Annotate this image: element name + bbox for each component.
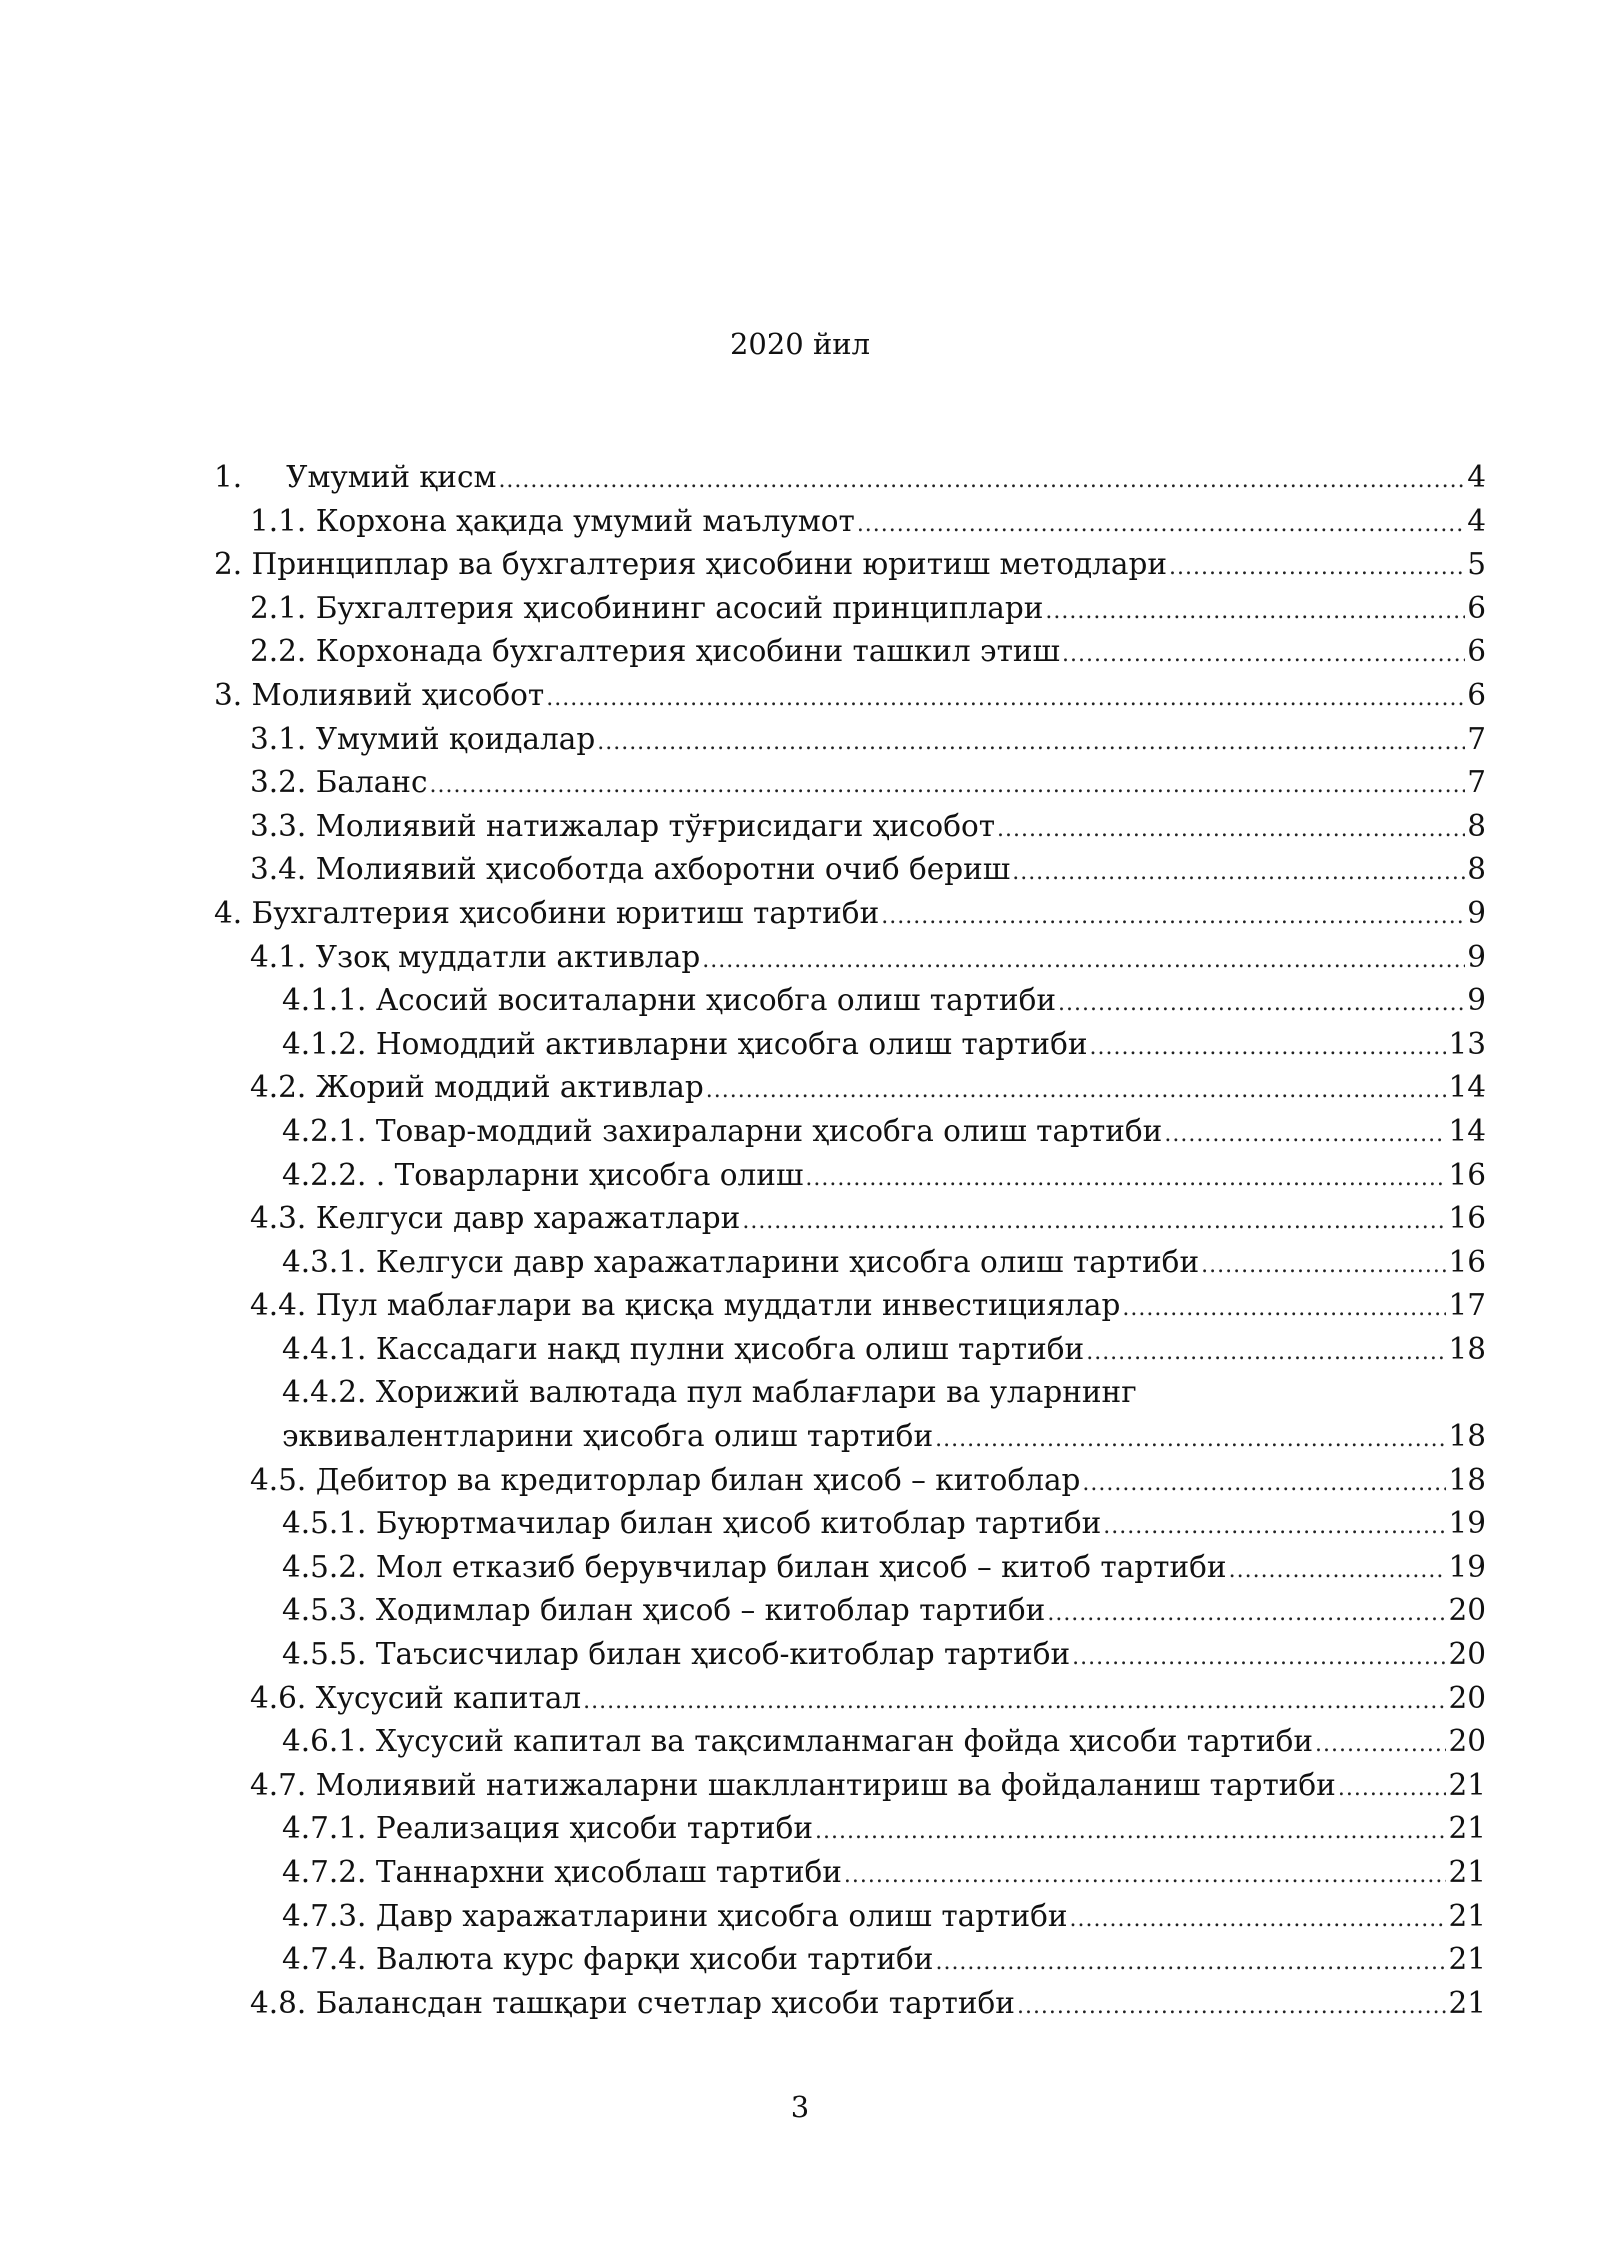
toc-entry-title [250, 848, 1010, 892]
toc-leader-dots [1072, 1636, 1446, 1680]
toc-entry[interactable] [214, 1764, 1486, 1808]
toc-entry[interactable] [214, 630, 1486, 674]
toc-leader-dots [997, 808, 1465, 852]
toc-leader-dots [1169, 546, 1465, 590]
toc-entry-number: 4.4.2. [282, 1375, 367, 1410]
toc-entry-number: 4. [214, 895, 243, 930]
toc-entry-page: 21 [1448, 1942, 1486, 1977]
toc-entry[interactable] [214, 805, 1486, 849]
toc-leader-dots [498, 459, 1465, 503]
toc-entry-number: 4.7.3. [282, 1898, 367, 1933]
toc-entry-number: 3.4. [250, 852, 307, 887]
toc-entry-number: 4.4.1. [282, 1331, 367, 1366]
toc-entry-page: 6 [1467, 677, 1486, 712]
toc-entry-text: эквивалентларини ҳисобга олиш тартиби [282, 1419, 934, 1454]
toc-entry-number: 4.7.2. [282, 1855, 367, 1889]
toc-leader-dots [1082, 1462, 1446, 1506]
toc-entry-number: 4.5.2. [282, 1549, 367, 1584]
toc-entry[interactable] [214, 1633, 1486, 1677]
toc-entry-text: Молиявий ҳисоботда ахборотни очиб бериш [315, 852, 1011, 887]
toc-entry-page: 21 [1448, 1855, 1486, 1889]
toc-entry[interactable] [214, 1502, 1486, 1546]
toc-leader-dots [1338, 1767, 1447, 1811]
toc-entry-page: 18 [1448, 1419, 1486, 1454]
toc-entry[interactable] [214, 674, 1486, 718]
toc-entry-text: Жорий моддий активлар [315, 1070, 704, 1105]
toc-entry-page: 4 [1467, 503, 1486, 538]
toc-entry-text: Асосий воситаларни ҳисобга олиш тартиби [375, 983, 1056, 1018]
toc-entry-text: Буюртмачилар билан ҳисоб китоблар тартиби [375, 1506, 1102, 1541]
toc-leader-dots [1103, 1505, 1446, 1549]
toc-leader-dots [1164, 1113, 1446, 1157]
toc-entry-title [282, 1110, 1162, 1154]
toc-leader-dots [546, 677, 1465, 721]
toc-entry-title [250, 500, 855, 544]
toc-entry-title [282, 1241, 1199, 1285]
toc-entry-title [282, 1023, 1088, 1067]
toc-entry-number: 4.2.2. [282, 1157, 367, 1192]
toc-entry-page: 9 [1467, 939, 1486, 974]
toc-entry-page: 20 [1448, 1680, 1486, 1715]
toc-leader-dots [1047, 1592, 1446, 1636]
toc-entry-title [250, 936, 700, 980]
toc-entry-page: 8 [1467, 808, 1486, 843]
toc-entry[interactable] [214, 1895, 1486, 1939]
toc-entry-title [282, 1546, 1227, 1590]
toc-entry-page: 18 [1448, 1331, 1486, 1366]
toc-entry-title [250, 1982, 1015, 2026]
toc-entry-text: Кассадаги нақд пулни ҳисобга олиш тартиби [375, 1331, 1085, 1366]
toc-entry-title [250, 630, 1060, 674]
toc-entry-title [214, 674, 544, 718]
toc-entry-title [214, 543, 1167, 587]
toc-entry-page: 21 [1448, 1898, 1486, 1933]
toc-entry-page: 19 [1448, 1506, 1486, 1541]
toc-leader-dots [935, 1418, 1446, 1462]
toc-entry-title [282, 1807, 813, 1851]
toc-entry-text: Бухгалтерия ҳисобининг асосий принциплари [315, 590, 1044, 625]
toc-entry[interactable] [214, 761, 1486, 805]
toc-entry-text: Келгуси давр харажатларини ҳисобга олиш тартиби [375, 1244, 1200, 1279]
toc-entry[interactable] [214, 500, 1486, 544]
toc-entry-title [250, 1459, 1080, 1503]
toc-entry[interactable] [214, 1720, 1486, 1764]
toc-entry-number: 4.7. [250, 1767, 307, 1802]
toc-leader-dots [1062, 633, 1465, 677]
toc-entry-number: 4.4. [250, 1288, 307, 1323]
toc-entry-page: 14 [1448, 1113, 1486, 1148]
toc-entry-number: 4.8. [250, 1985, 307, 2020]
toc-entry-title [250, 1284, 1120, 1328]
toc-entry-title [282, 979, 1056, 1023]
toc-entry-title [250, 587, 1043, 631]
toc-entry[interactable] [214, 1459, 1486, 1503]
toc-entry-title [250, 761, 427, 805]
toc-entry-text: Узоқ муддатли активлар [315, 939, 701, 974]
toc-entry-number: 3.3. [250, 808, 307, 843]
toc-entry-text: Таъсисчилар билан ҳисоб-китоблар тартиби [375, 1637, 1071, 1672]
toc-entry-number: 4.3.1. [282, 1244, 367, 1279]
toc-leader-dots [1122, 1287, 1446, 1331]
toc-entry[interactable] [214, 1241, 1486, 1285]
toc-entry-title [282, 1154, 803, 1198]
toc-entry[interactable] [214, 892, 1486, 936]
toc-entry-page: 6 [1467, 590, 1486, 625]
toc-entry-number: 4.2.1. [282, 1113, 367, 1148]
toc-entry[interactable] [214, 1938, 1486, 1982]
toc-entry-page: 4 [1467, 460, 1486, 494]
toc-entry-number: 4.7.4. [282, 1942, 367, 1977]
toc-entry-title [282, 1502, 1101, 1546]
toc-entry-text: Хусусий капитал ва тақсимланмаган фойда ҳисоби тартиби [375, 1724, 1313, 1759]
toc-entry-text: Реализация ҳисоби тартиби [375, 1811, 814, 1846]
toc-entry[interactable] [214, 1023, 1486, 1067]
toc-leader-dots [1070, 1898, 1447, 1942]
toc-leader-dots [1012, 851, 1465, 895]
toc-entry-text: Баланс [315, 765, 428, 800]
toc-entry-title [282, 1371, 1137, 1415]
toc-entry-page: 16 [1448, 1157, 1486, 1192]
toc-entry-page: 20 [1448, 1593, 1486, 1628]
toc-entry-title [282, 1589, 1045, 1633]
toc-leader-dots [742, 1200, 1446, 1244]
toc-entry-page: 5 [1467, 547, 1486, 582]
toc-entry-number: 1.1. [250, 503, 307, 538]
toc-entry-text: Молиявий натижалар тўғрисидаги ҳисобот [315, 808, 996, 843]
toc-entry-number: 1. [214, 460, 243, 494]
toc-entry-number: 4.1.1. [282, 983, 367, 1018]
toc-entry-number: 4.7.1. [282, 1811, 367, 1846]
toc-entry[interactable] [214, 587, 1486, 631]
toc-entry-title [250, 1066, 704, 1110]
toc-entry-text: Давр харажатларини ҳисобга олиш тартиби [375, 1898, 1068, 1933]
page-number: 3 [790, 2090, 810, 2124]
toc-entry-number: 3. [214, 677, 243, 712]
toc-entry-title [282, 1895, 1068, 1939]
toc-entry-page: 14 [1448, 1070, 1486, 1105]
toc-entry-page: 9 [1467, 895, 1486, 930]
toc-entry-text: Хусусий капитал [315, 1680, 582, 1715]
toc-entry-page: 21 [1448, 1811, 1486, 1846]
toc-entry-number: 4.6. [250, 1680, 307, 1715]
toc-entry-text: Молиявий натижаларни шакллантириш ва фойдаланиш тартиби [315, 1767, 1336, 1802]
toc-leader-dots [1229, 1549, 1447, 1593]
toc-entry-page: 20 [1448, 1724, 1486, 1759]
toc-entry-number: 2.2. [250, 634, 307, 669]
toc-entry-page: 21 [1448, 1767, 1486, 1802]
toc-entry-number: 4.6.1. [282, 1724, 367, 1759]
toc-entry-text: Умумий қоидалар [315, 721, 596, 756]
toc-entry[interactable] [214, 718, 1486, 762]
toc-entry[interactable] [214, 1982, 1486, 2026]
toc-entry-page: 16 [1448, 1201, 1486, 1236]
toc-leader-dots [597, 721, 1465, 765]
toc-entry-number: 4.5.5. [282, 1637, 367, 1672]
toc-entry-title [214, 892, 879, 936]
toc-entry-title [214, 456, 496, 500]
toc-entry[interactable] [214, 1328, 1486, 1372]
toc-entry-title [282, 1938, 933, 1982]
toc-leader-dots [844, 1854, 1447, 1898]
toc-entry-text: Келгуси давр харажатлари [315, 1201, 741, 1236]
toc-entry-number: 4.1.2. [282, 1026, 367, 1061]
toc-entry-number: 2.1. [250, 590, 307, 625]
toc-entry-page: 13 [1448, 1026, 1486, 1061]
toc-leader-dots [935, 1941, 1446, 1985]
toc-entry[interactable] [214, 1110, 1486, 1154]
toc-leader-dots [1086, 1331, 1446, 1375]
toc-entry-page: 16 [1448, 1244, 1486, 1279]
toc-entry-page: 6 [1467, 634, 1486, 669]
toc-entry[interactable] [214, 543, 1486, 587]
toc-entry-number: 4.1. [250, 939, 307, 974]
toc-leader-dots [702, 939, 1465, 983]
toc-entry-text: Таннархни ҳисоблаш тартиби [375, 1855, 842, 1889]
year-label: 2020 йил [729, 327, 871, 361]
toc-entry-number: 4.5.1. [282, 1506, 367, 1541]
toc-entry-text: Молиявий ҳисобот [251, 677, 545, 712]
toc-entry-title [250, 1197, 740, 1241]
toc-entry-title [250, 805, 995, 849]
toc-entry-page: 8 [1467, 852, 1486, 887]
toc-entry-page: 21 [1448, 1985, 1486, 2020]
toc-leader-dots [1017, 1985, 1447, 2029]
toc-entry-text: Бухгалтерия ҳисобини юритиш тартиби [251, 895, 880, 930]
toc-entry-text: Хорижий валютада пул маблағлари ва уларнинг [375, 1375, 1137, 1410]
toc-leader-dots [1045, 590, 1465, 634]
toc-entry-number: 4.3. [250, 1201, 307, 1236]
toc-leader-dots [1315, 1723, 1446, 1767]
toc-entry-page: 19 [1448, 1549, 1486, 1584]
toc-entry-title [250, 1677, 581, 1721]
toc-leader-dots [583, 1680, 1446, 1724]
toc-entry[interactable] [214, 1851, 1486, 1895]
toc-entry-text: Товар-моддий захираларни ҳисобга олиш тартиби [375, 1113, 1163, 1148]
toc-entry[interactable] [214, 936, 1486, 980]
toc-entry-text: Пул маблағлари ва қисқа муддатли инвестициялар [315, 1288, 1121, 1323]
toc-entry[interactable] [214, 1677, 1486, 1721]
toc-entry-number: 2. [214, 547, 243, 582]
toc-entry-text: Балансдан ташқари счетлар ҳисоби тартиби [315, 1985, 1015, 2020]
toc-leader-dots [881, 895, 1465, 939]
toc-entry[interactable] [214, 1066, 1486, 1110]
toc-entry[interactable] [214, 1807, 1486, 1851]
toc-leader-dots [429, 764, 1465, 808]
toc-entry-text: Корхона ҳақида умумий маълумот [315, 503, 855, 538]
toc-entry-text: Ходимлар билан ҳисоб – китоблар тартиби [375, 1593, 1046, 1628]
toc-entry[interactable] [214, 1546, 1486, 1590]
toc-entry-page: 7 [1467, 721, 1486, 756]
table-of-contents [214, 456, 1486, 2025]
toc-entry[interactable] [214, 1284, 1486, 1328]
toc-leader-dots [1201, 1244, 1446, 1288]
toc-entry-title [250, 1764, 1336, 1808]
toc-entry-number: 4.5. [250, 1462, 307, 1497]
toc-entry-page: 9 [1467, 983, 1486, 1018]
toc-entry[interactable] [214, 1197, 1486, 1241]
toc-entry-page: 20 [1448, 1637, 1486, 1672]
toc-entry-title [282, 1851, 842, 1895]
toc-entry-title [282, 1720, 1313, 1764]
toc-entry-title [282, 1633, 1070, 1677]
toc-entry-page: 17 [1448, 1288, 1486, 1323]
toc-entry-page: 7 [1467, 765, 1486, 800]
toc-leader-dots [805, 1157, 1446, 1201]
toc-entry[interactable] [214, 456, 1486, 500]
toc-entry-title [282, 1328, 1084, 1372]
toc-entry-page: 18 [1448, 1462, 1486, 1497]
toc-leader-dots [857, 503, 1465, 547]
toc-entry[interactable] [214, 1154, 1486, 1198]
toc-leader-dots [706, 1069, 1447, 1113]
toc-entry-text: Умумий қисм [286, 460, 497, 494]
toc-entry-number: 4.2. [250, 1070, 307, 1105]
toc-leader-dots [1058, 982, 1465, 1026]
toc-entry[interactable] [214, 848, 1486, 892]
toc-entry-text: Мол етказиб берувчилар билан ҳисоб – китоб тартиби [375, 1549, 1227, 1584]
toc-entry-continuation[interactable] [214, 1415, 1486, 1459]
toc-entry[interactable] [214, 1371, 1486, 1415]
toc-entry-text: Дебитор ва кредиторлар билан ҳисоб – китоблар [315, 1462, 1081, 1497]
toc-entry-text: Номоддий активларни ҳисобга олиш тартиби [375, 1026, 1088, 1061]
toc-entry-text: Валюта курс фарқи ҳисоби тартиби [375, 1942, 934, 1977]
toc-entry-text: Принциплар ва бухгалтерия ҳисобини юритиш методлари [251, 547, 1168, 582]
toc-entry-title [250, 718, 595, 762]
toc-entry-number: 3.2. [250, 765, 307, 800]
toc-entry[interactable] [214, 1589, 1486, 1633]
toc-entry-text: . Товарларни ҳисобга олиш [375, 1157, 804, 1192]
toc-leader-dots [815, 1810, 1446, 1854]
toc-entry-number: 3.1. [250, 721, 307, 756]
toc-entry-text: Корхонада бухгалтерия ҳисобини ташкил этиш [315, 634, 1060, 669]
toc-entry-number: 4.5.3. [282, 1593, 367, 1628]
toc-entry[interactable] [214, 979, 1486, 1023]
toc-leader-dots [1090, 1026, 1447, 1070]
